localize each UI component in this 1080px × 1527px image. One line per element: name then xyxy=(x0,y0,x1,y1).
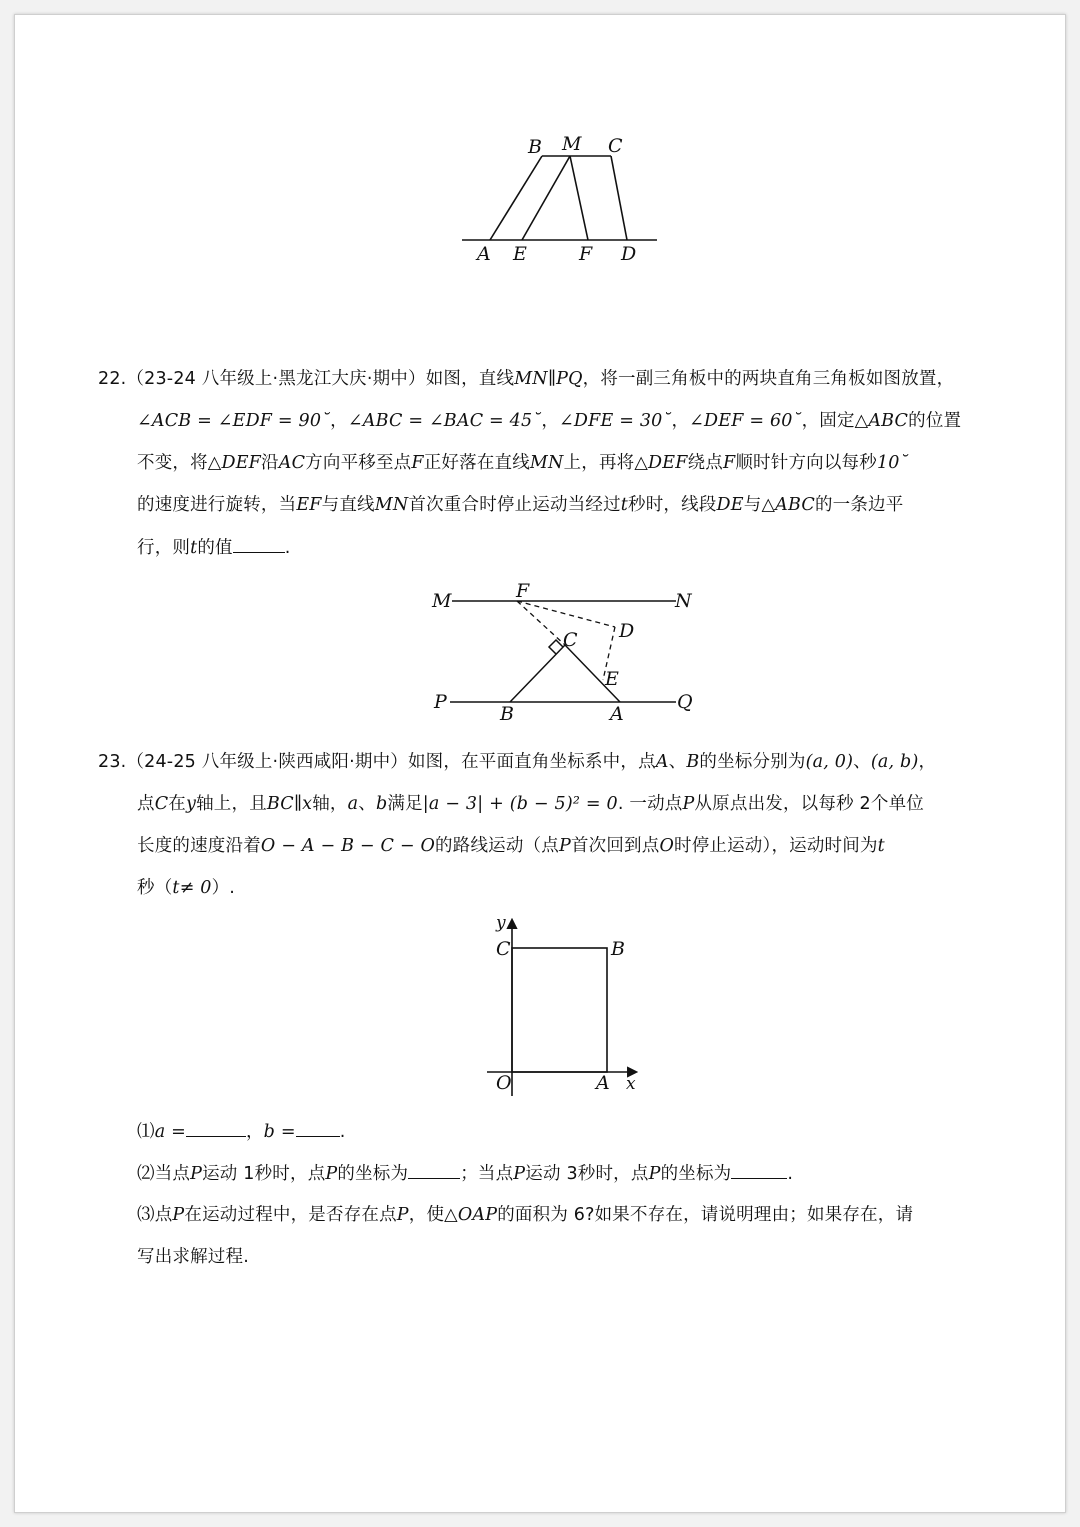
q22-text: . xyxy=(284,538,291,558)
fig2-label-m: M xyxy=(432,590,452,612)
q23-text: ，使△ xyxy=(408,1205,458,1225)
q22-math: AC xyxy=(278,453,306,473)
q23-math: P xyxy=(190,1164,203,1184)
q22-math: ABC xyxy=(868,411,909,431)
q23-text: 首次回到点 xyxy=(570,836,660,856)
fig2-label-d: D xyxy=(619,620,635,642)
q22-math: DE xyxy=(716,495,744,515)
q23-answer-blank-3s[interactable] xyxy=(731,1160,787,1179)
q23-math: t≠ 0 xyxy=(172,878,212,898)
fig2-label-q: Q xyxy=(677,691,693,713)
q23-text: 运动 1秒时，点 xyxy=(202,1164,326,1184)
q22-text: 沿 xyxy=(261,453,279,473)
q23-sub2 xyxy=(137,1160,793,1187)
q23-text: ⑴ xyxy=(137,1122,155,1142)
q22-text: ，固定△ xyxy=(801,411,869,431)
q23-math: P xyxy=(513,1164,526,1184)
q23-answer-blank-a[interactable] xyxy=(186,1118,246,1137)
q22-math: ∠ABC = ∠BAC = 45˘ xyxy=(347,411,542,431)
q23-text: ， xyxy=(245,1122,264,1142)
q23-math: a xyxy=(347,794,359,814)
q23-sub3-line2 xyxy=(137,1244,249,1270)
fig1-label-m: M xyxy=(562,133,582,155)
q23-source: （24-25 八年级上·陕西咸阳·期中） xyxy=(126,752,408,772)
q23-text: 、 xyxy=(358,794,376,814)
q22-text: ， xyxy=(330,411,348,431)
q22-math: t xyxy=(190,538,198,558)
fig1-label-b: B xyxy=(528,136,542,158)
q23-math: C xyxy=(154,794,169,814)
q23-math: |a − 3| + (b − 5)² = 0 xyxy=(422,794,618,814)
fig3-label-c: C xyxy=(496,938,511,960)
q23-text: . xyxy=(339,1122,346,1142)
q23-math: P xyxy=(172,1205,185,1225)
q23-sub3 xyxy=(137,1202,913,1228)
q23-math: P xyxy=(648,1164,661,1184)
q23-text: ⑵当点 xyxy=(137,1164,191,1184)
q23-math: (a, 0) xyxy=(805,752,854,772)
fig2-label-a: A xyxy=(610,703,624,725)
q22-text: 绕点 xyxy=(687,453,723,473)
q23-math: (a, b) xyxy=(870,752,919,772)
q23-math: O − A − B − C − O xyxy=(260,836,436,856)
q22-source: （23-24 八年级上·黑龙江大庆·期中） xyxy=(126,369,426,389)
fig3-label-o: O xyxy=(496,1072,512,1094)
q23-text: 轴， xyxy=(312,794,348,814)
q22-text: 如图，直线 xyxy=(425,369,515,389)
q22-text: 不变，将△ xyxy=(137,453,222,473)
fig2-label-c: C xyxy=(563,629,578,651)
q23-text: 时停止运动），运动时间为 xyxy=(674,836,878,856)
q23-text: 在运动过程中，是否存在点 xyxy=(184,1205,397,1225)
q23-answer-blank-b[interactable] xyxy=(296,1118,340,1137)
fig2-label-p: P xyxy=(434,691,447,713)
q23-text: ， xyxy=(918,752,937,772)
q23-text: 秒（ xyxy=(137,878,173,898)
q23-math: b = xyxy=(263,1122,296,1142)
q23-math: BC∥x xyxy=(266,794,313,814)
q23-text: 如图，在平面直角坐标系中，点 xyxy=(407,752,656,772)
fig2-label-n: N xyxy=(675,590,692,612)
q22-text: ， xyxy=(541,411,560,431)
q23-text: ⑶点 xyxy=(137,1205,173,1225)
q22-text: 与直线 xyxy=(321,495,375,515)
q22-text: 的一条边平 xyxy=(814,495,904,515)
q23-sub1 xyxy=(137,1118,345,1145)
q23-text: 、 xyxy=(853,752,871,772)
q22-math: ABC xyxy=(775,495,815,515)
q22-math: MN xyxy=(374,495,409,515)
q23-number: 23. xyxy=(98,752,127,772)
fig2-label-e: E xyxy=(605,668,619,690)
q22-text: 秒时，线段 xyxy=(628,495,717,515)
q23-math: P xyxy=(325,1164,338,1184)
fig3-label-b: B xyxy=(611,938,625,960)
fig3-label-x: x xyxy=(626,1074,636,1094)
q22-number: 22. xyxy=(98,369,127,389)
q23-answer-blank-1s[interactable] xyxy=(408,1160,460,1179)
q22-math: t xyxy=(620,495,629,515)
fig1-label-d: D xyxy=(621,243,637,265)
q22-math: ∠DFE = 30˘ xyxy=(559,411,672,431)
q23-math: A xyxy=(655,752,669,772)
q23-text: 的坐标分别为 xyxy=(699,752,806,772)
fig3-label-y: y xyxy=(496,913,506,933)
fig1-label-c: C xyxy=(608,135,623,157)
q22-text: ，将一副三角板中的两块直角三角板如图放置， xyxy=(582,369,955,389)
q23-math: P xyxy=(396,1205,409,1225)
q22-math: EF xyxy=(296,495,322,515)
q22-math: ∠DEF = 60˘ xyxy=(689,411,802,431)
q22-math: F xyxy=(723,453,736,473)
q23-math: a = xyxy=(154,1122,186,1142)
q22-math: ∠ACB = ∠EDF = 90˘ xyxy=(137,411,331,431)
q23-text: 的面积为 6?如果不存在，请说明理由；如果存在，请 xyxy=(497,1205,914,1225)
q23-math: b xyxy=(375,794,388,814)
q23-text: ；当点 xyxy=(460,1164,514,1184)
q23-text: 运动 3秒时，点 xyxy=(525,1164,649,1184)
q23-math: OAP xyxy=(457,1205,498,1225)
q22-text: 的速度进行旋转，当 xyxy=(137,495,297,515)
fig1-label-f: F xyxy=(579,243,593,265)
q22-text: 顺时针方向以每秒 xyxy=(735,453,877,473)
fig1-label-a: A xyxy=(477,243,491,265)
q23-text: 满足 xyxy=(387,794,423,814)
q22-text: 方向平移至点 xyxy=(305,453,412,473)
q22-text: 上，再将△ xyxy=(563,453,649,473)
q22-text: 的位置 xyxy=(908,411,962,431)
q23-text: 从原点出发，以每秒 2个单位 xyxy=(694,794,924,814)
q23-math: P xyxy=(558,836,571,856)
q22-math: MN xyxy=(529,453,564,473)
q23-math: t xyxy=(877,836,885,856)
q22-math: DEF xyxy=(648,453,688,473)
q22-text: 正好落在直线 xyxy=(423,453,530,473)
q22-text: ， xyxy=(671,411,690,431)
q23-math: B xyxy=(686,752,700,772)
fig3-rectangle-oabc xyxy=(512,948,607,1072)
q22-text: 首次重合时停止运动当经过 xyxy=(408,495,621,515)
q23-text: 在 xyxy=(168,794,186,814)
q22-text: 与△ xyxy=(743,495,776,515)
q23-text: . xyxy=(787,1164,794,1184)
q23-text: ）. xyxy=(211,878,236,898)
fig2-label-f: F xyxy=(516,580,530,602)
fig2-label-b: B xyxy=(500,703,514,725)
q23-math: O xyxy=(659,836,674,856)
q23-text: 轴上，且 xyxy=(196,794,267,814)
q23-text: 长度的速度沿着 xyxy=(137,836,261,856)
q23-math: P xyxy=(682,794,695,814)
q23-text: 的坐标为 xyxy=(337,1164,409,1184)
q23-math: y xyxy=(186,794,197,814)
fig1-label-e: E xyxy=(513,243,527,265)
q23-text: 写出求解过程. xyxy=(137,1247,249,1267)
q23-text: . 一动点 xyxy=(617,794,683,814)
q22-math: DEF xyxy=(221,453,262,473)
q22-math: 10˘ xyxy=(876,453,909,473)
q23-text: 的路线运动（点 xyxy=(435,836,559,856)
q23-text: 的坐标为 xyxy=(660,1164,732,1184)
q22-text: 的值 xyxy=(197,538,233,558)
q22-math: MN∥PQ xyxy=(514,369,583,389)
fig3-label-a: A xyxy=(596,1072,610,1094)
q22-math: F xyxy=(411,453,424,473)
q22-text: 行，则 xyxy=(137,538,191,558)
q23-text: 点 xyxy=(137,794,155,814)
q23-text: 、 xyxy=(668,752,687,772)
